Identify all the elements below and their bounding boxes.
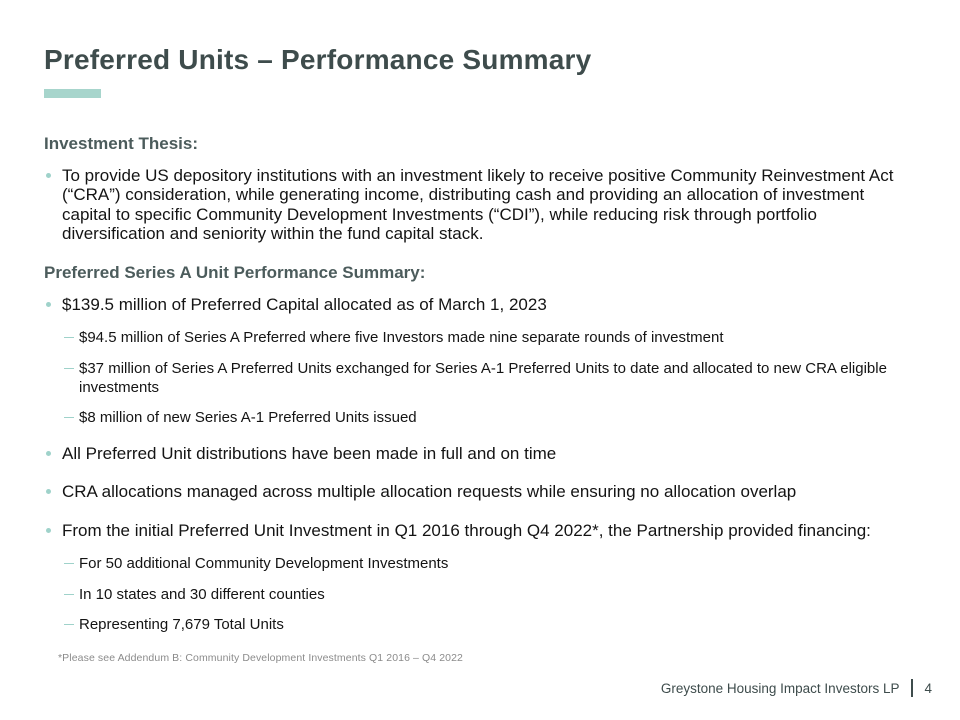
- sub-bullet-marker: [64, 328, 79, 347]
- sub-bullet-marker: [64, 554, 79, 573]
- title-accent-bar: [44, 89, 101, 98]
- bullet-marker: [44, 521, 62, 541]
- bullet-dot-icon: [46, 173, 51, 178]
- sub-bullet-item: [64, 328, 916, 347]
- bullet-text: All Preferred Unit distributions have been made in full and on time: [62, 443, 557, 463]
- sub-bullet-item: [64, 359, 916, 397]
- page-number: 4: [924, 680, 932, 696]
- sub-bullet-text: $37 million of Series A Preferred Units exchanged for Series A-1 Preferred Units to date and allocated to new CRA eligible investments: [79, 359, 887, 396]
- dash-icon: [64, 337, 74, 339]
- bullet-text: To provide US depository institutions with an investment likely to receive positive Community Reinvestment Act (“CRA”) consideration, while generating income, distributing cash and providing an allocation of investment capital to specific Community Development Investments (“CDI”), while reducing risk through portfolio diversification and seniority within the fund capital stack.: [62, 165, 894, 244]
- sub-bullet-item: [64, 408, 916, 427]
- bullet-dot-icon: [46, 302, 51, 307]
- sub-bullet-item: [64, 585, 916, 604]
- sub-bullet-text: For 50 additional Community Development Investments: [79, 554, 449, 572]
- footer-company-name: Greystone Housing Impact Investors LP: [660, 680, 900, 696]
- bullet-text: $139.5 million of Preferred Capital allocated as of March 1, 2023: [62, 295, 547, 315]
- section-heading-investment-thesis: Investment Thesis:: [44, 134, 198, 154]
- sub-bullet-text: $94.5 million of Series A Preferred where five Investors made nine separate rounds of investment: [79, 328, 724, 346]
- bullet-text: CRA allocations managed across multiple allocation requests while ensuring no allocation overlap: [62, 482, 797, 502]
- bullet-marker: [44, 295, 62, 315]
- bullet-dot-icon: [46, 528, 51, 533]
- sub-bullet-marker: [64, 615, 79, 634]
- dash-icon: [64, 563, 74, 565]
- dash-icon: [64, 594, 74, 596]
- sub-bullet-marker: [64, 359, 79, 397]
- slide-content: [44, 134, 916, 633]
- sub-bullet-item: [64, 615, 916, 634]
- sub-bullet-item: [64, 554, 916, 573]
- bullet-item: [44, 521, 916, 541]
- sub-bullet-marker: [64, 408, 79, 427]
- sub-bullet-marker: [64, 585, 79, 604]
- bullet-marker: [44, 166, 62, 244]
- section-heading-performance-summary: Preferred Series A Unit Performance Summary:: [44, 262, 426, 282]
- bullet-text: From the initial Preferred Unit Investment in Q1 2016 through Q4 2022*, the Partnership provided financing:: [62, 520, 871, 540]
- bullet-item: [44, 482, 916, 502]
- bullet-item: [44, 166, 916, 244]
- dash-icon: [64, 417, 74, 419]
- sub-bullet-text: $8 million of new Series A-1 Preferred Units issued: [79, 408, 417, 426]
- page-title: Preferred Units – Performance Summary: [44, 44, 592, 75]
- footer-divider: [911, 679, 913, 697]
- bullet-marker: [44, 444, 62, 464]
- footnote: *Please see Addendum B: Community Development Investments Q1 2016 – Q4 2022: [58, 652, 463, 664]
- bullet-dot-icon: [46, 451, 51, 456]
- sub-bullet-text: Representing 7,679 Total Units: [79, 615, 284, 633]
- bullet-item: [44, 444, 916, 464]
- slide-footer: [661, 679, 932, 697]
- dash-icon: [64, 624, 74, 626]
- bullet-marker: [44, 482, 62, 502]
- dash-icon: [64, 368, 74, 370]
- bullet-dot-icon: [46, 489, 51, 494]
- sub-bullet-text: In 10 states and 30 different counties: [79, 585, 325, 603]
- bullet-item: [44, 295, 916, 315]
